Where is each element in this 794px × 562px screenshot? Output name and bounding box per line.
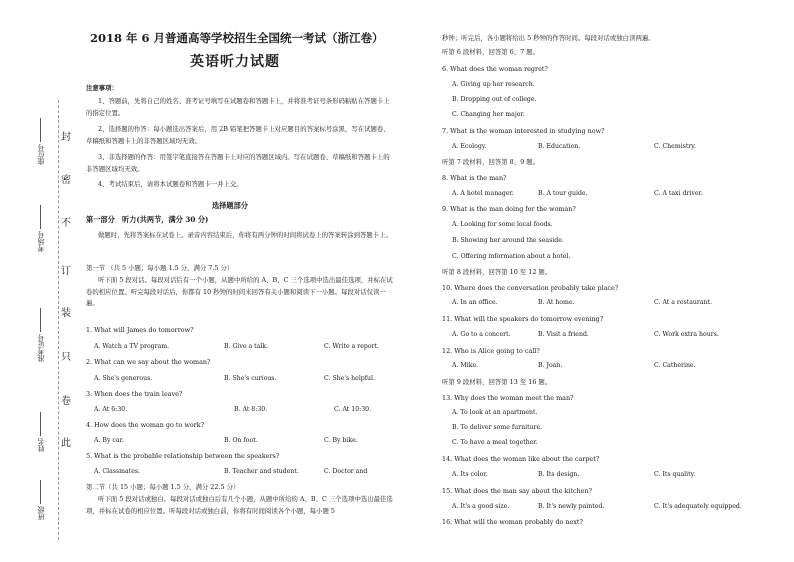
option-a[interactable]: A. Its color. (452, 471, 488, 478)
seal-char: 只 (61, 352, 71, 363)
option-b[interactable]: B. It's newly painted. (538, 503, 605, 510)
question: 4. How does the woman go to work? (86, 421, 205, 429)
option-b[interactable]: B. At home. (538, 299, 575, 306)
question: 10. Where does the conversation probably take place? (442, 284, 619, 292)
seal-char: 订 (61, 266, 71, 277)
option-a[interactable]: A. In an office. (452, 299, 498, 306)
sub1-heading: 第一节 （共 5 小题；每小题 1.5 分，满分 7.5 分） (86, 264, 234, 272)
option-a[interactable]: A. She's generous. (94, 375, 153, 382)
seal-char: 不 (61, 218, 71, 229)
option-c[interactable]: C. She's helpful. (324, 375, 375, 382)
option-b[interactable]: B. Give a talk. (224, 343, 269, 350)
option-a[interactable]: A. Go to a concert. (452, 331, 511, 338)
option-b[interactable]: B. She's curious. (224, 375, 277, 382)
option-c[interactable]: C. Catherine. (654, 362, 696, 369)
binding-margin (0, 0, 82, 562)
option-c[interactable]: C. Work extra hours. (654, 331, 719, 338)
sub2-intro: 听下面 5 段对话或独白。每段对话或独白后有几个小题，从题中所给的 A、B、C 三个选项中选出最佳选项，并标在试卷的相应位置。听每段对话或独白前，你将有时间阅读各个小题，每小题 5 (86, 495, 393, 515)
question: 6. What does the woman regret? (442, 65, 548, 73)
option-b[interactable]: B. Visit a friend. (538, 331, 589, 338)
seat-number-field[interactable]: 座位号 (36, 118, 46, 165)
question: 14. What does the woman like about the carpet? (442, 455, 600, 463)
option-a[interactable]: A. A hotel manager. (452, 190, 514, 197)
option-a[interactable]: A. Mike. (452, 362, 479, 369)
option-a[interactable]: A. Giving up her research. (452, 81, 535, 88)
seal-char: 装 (61, 308, 71, 319)
admission-number-field[interactable]: 准考证号 (36, 308, 46, 362)
note-item: 1、答题前，先将自己的姓名、准考证号填写在试题卷和答题卡上，并将准考证号条形码粘贴在答题卡上的指定位置。 (86, 97, 390, 117)
option-a[interactable]: A. Ecology. (452, 143, 487, 150)
option-c[interactable]: C. Changing her major. (452, 111, 525, 118)
option-b[interactable]: B. Education. (538, 143, 581, 150)
notes-heading: 注意事项： (86, 84, 118, 92)
exam-subtitle: 英语听力试题 (190, 54, 280, 70)
seal-line (58, 100, 59, 540)
exam-title: 2018 年 6 月普通高等学校招生全国统一考试（浙江卷） (90, 31, 384, 45)
sub1-intro: 听下面 5 段对话。每段对话后有一个小题，从题中所给的 A、B、C 三个选项中选出最佳选项，并标在试卷的相应位置。听完每段对话后，你都有 10 秒钟的时间来回答有关小题和阅读下一小题。每段对话仅读一遍。 (86, 276, 393, 307)
option-c[interactable]: C. Its quality. (654, 471, 696, 478)
option-c[interactable]: C. Doctor and (324, 468, 368, 475)
sub2-continued: 秒钟；听完后，各小题将给出 5 秒钟的作答时间。每段对话或独白读两遍。 (442, 34, 655, 42)
material-heading: 听第 6 段材料，回答第 6、7 题。 (442, 48, 540, 56)
option-b[interactable]: B. To deliver some furniture. (452, 424, 543, 431)
seal-char: 封 (61, 132, 71, 143)
part1-heading: 第一部分 听力(共两节，满分 30 分) (86, 215, 209, 224)
question: 13. Why does the woman meet the man? (442, 394, 574, 402)
question: 8. What is the man? (442, 174, 507, 182)
option-b[interactable]: B. At 8:30. (234, 406, 268, 413)
option-a[interactable]: A. To look at an apartment. (452, 409, 538, 416)
seal-char: 卷 (61, 396, 71, 407)
question: 2. What can we say about the woman? (86, 358, 211, 366)
option-c[interactable]: C. At 10:30. (334, 406, 372, 413)
question: 3. When does the train leave? (86, 390, 183, 398)
question: 1. What will James do tomorrow? (86, 326, 194, 334)
option-b[interactable]: B. Dropping out of college. (452, 96, 537, 103)
option-b[interactable]: B. Showing her around the seaside. (452, 237, 564, 244)
question: 9. What is the man doing for the woman? (442, 205, 576, 213)
question: 15. What does the man say about the kitchen? (442, 487, 593, 495)
part1-intro: 做题时，先将答案标在试卷上。录音内容结束后，你将有两分钟的时间将试卷上的答案转涂到答题卡上。 (98, 231, 392, 239)
option-c[interactable]: C. A taxi driver. (654, 190, 703, 197)
note-item: 4、考试结束后，请将本试题卷和答题卡一并上交。 (98, 180, 243, 188)
option-a[interactable]: A. Looking for some local foods. (452, 221, 553, 228)
seal-char: 密 (61, 175, 71, 186)
sub2-heading: 第二节（共 15 小题；每小题 1.5 分，满分 22.5 分） (86, 483, 240, 491)
question: 11. What will the speakers do tomorrow evening? (442, 315, 604, 323)
option-a[interactable]: A. Classmates. (94, 468, 141, 475)
option-c[interactable]: C. To have a meal together. (452, 439, 538, 446)
option-b[interactable]: B. Joan. (538, 362, 563, 369)
option-b[interactable]: B. A tour guide. (538, 190, 588, 197)
material-heading: 听第 9 段材料，回答第 13 至 16 题。 (442, 378, 552, 386)
option-c[interactable]: C. By bike. (324, 437, 358, 444)
option-c[interactable]: C. It's adequately equipped. (654, 503, 742, 510)
material-heading: 听第 8 段材料，回答第 10 至 12 题。 (442, 268, 552, 276)
question: 7. What is the woman interested in studying now? (442, 127, 605, 135)
section-heading: 选择题部分 (212, 201, 248, 210)
option-c[interactable]: C. Chemistry. (654, 143, 696, 150)
question: 16. What will the woman probably do next? (442, 518, 583, 526)
note-item: 2、选择题的作答：每小题选出答案后，用 2B 铅笔把答题卡上对应题目的答案标号涂黑，写在试题卷、草稿纸和答题卡上的非答题区域均无效。 (86, 125, 390, 145)
option-a[interactable]: A. Watch a TV program. (94, 343, 170, 350)
question: 12. Who is Alice going to call? (442, 347, 540, 355)
exam-room-field[interactable]: 考场号 (36, 205, 46, 252)
option-c[interactable]: C. At a restaurant. (654, 299, 712, 306)
option-a[interactable]: A. At 6:30. (94, 406, 128, 413)
option-c[interactable]: C. Offering information about a hotel. (452, 253, 571, 260)
question: 5. What is the probable relationship between the speakers? (86, 452, 280, 460)
option-b[interactable]: B. On foot. (224, 437, 258, 444)
class-field[interactable]: 班级 (36, 480, 46, 520)
option-a[interactable]: A. By car. (94, 437, 124, 444)
option-b[interactable]: B. Teacher and student. (224, 468, 299, 475)
material-heading: 听第 7 段材料，回答第 8、9 题。 (442, 158, 540, 166)
name-field[interactable]: 姓名 (36, 412, 46, 452)
option-c[interactable]: C. Write a report. (324, 343, 379, 350)
seal-char: 此 (61, 438, 71, 449)
option-a[interactable]: A. It's a good size. (452, 503, 510, 510)
option-b[interactable]: B. Its design. (538, 471, 580, 478)
note-item: 3、非选择题的作答：用签字笔直接答在答题卡上对应的答题区域内。写在试题卷、草稿纸和答题卡上的非答题区域均无效。 (86, 153, 390, 173)
